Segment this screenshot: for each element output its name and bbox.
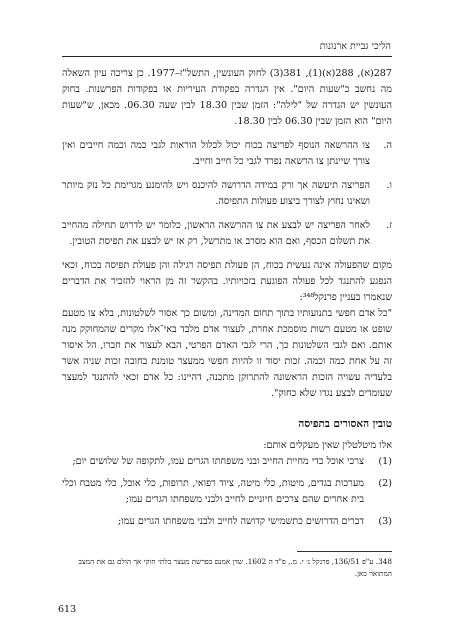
list-item — [62, 138, 392, 170]
item-text: דברים הדרושים כתשמישי קדושה לחייב ולבני משפחתו הגרים עמו; — [117, 516, 364, 527]
list-item — [62, 218, 392, 250]
numbered-item — [62, 476, 392, 508]
item-text: צו ההרשאה הנוסף לפריצה בכוח יכול לכלול הוראות לגבי כמה וכמה חייבים ואין צורך שיינתן צו הרשאה נפרד לגבי כל חייב וחייב. — [62, 140, 370, 167]
item-text: צרכי אוכל כדי מחיית החייב ובני משפחתו הגרים עמו, לתקופה של שלושים יום; — [72, 456, 364, 467]
item-label: ו. — [386, 180, 392, 191]
item-number: (1) — [378, 456, 392, 467]
numbered-item — [62, 514, 392, 530]
numbered-item — [62, 454, 392, 470]
item-number: (2) — [378, 478, 392, 489]
item-text: מערכות בגדים, מיטות, כלי מיטה, ציוד רפואי, תרופות, כלי אוכל, כלי מטבח וכלי בית אחרים שהם צרכים חיוניים לחייב ולבני משפחתו הגרים עמו; — [62, 478, 364, 505]
footnote: 348. ע"פ 136/51, פרנקל נ׳ י. מ., פ"ד ה 1602. שדן אמנם בפרשת מעצר בלתי חוקי אך הולם גם את המצב המתואר כאן. — [78, 557, 392, 578]
running-header: הליכי גביית ארנונות — [319, 41, 391, 52]
top-paragraph: 287(א), 288(א)(1), 381(3) לחוק העונשין, התשל"ז–1977. כן צריכה עיון השאלה מה נחשב כ"שעות היום". אין הגדרה בפקודת העיריות או בפקודות הפרשנות. בחוק העונשין יש הגדרה של "לילה": הזמן שבין 18.30 לבין שעה 06.30. מכאן, ש"שעות היום" הוא הזמן שבין 06.30 לבין 18.30. — [62, 68, 393, 127]
section-intro: אלו מיטלטלין שאין מעקלים אותם: — [263, 440, 392, 451]
item-label: ז. — [386, 220, 392, 231]
footnote-rule — [297, 551, 392, 552]
block-quote: "כל אדם חפשי בתנועותיו בתוך תחום המדינה, ומשום כך אסור לשלטונות, בלא צו מטעם שופט או מטעם רשות מוסמכת אחרת, לעצור אדם מלבד באי־אלו מקרים שהמחוקק מנה אותם. ואם לגבי השלטונות כך, הרי לגבי האדם הפרטי, הבא לעצור את חברו, הל איסור זה על אחת כמה וכמה. זכות יסוד זו להיות חפשי ממעצר טומנת בחובה זכות שניה אשר בלעדיה עשויה הזכות הראשונה להתרוקן מתכנה, דהיינו: כל אדם זכאי להתנגד למעצר שעומדים לבצע נגדו שלא כחוק". — [62, 308, 392, 399]
main-text — [62, 66, 392, 536]
page-number: 613 — [58, 604, 77, 615]
pre-quote-paragraph: מקום שהפעולה אינה נעשית בכוח, הן פעולת תפיסה רגילה והן פעולת תפיסה בכוח, זכאי הנפגע להתנגד לכל פעולה הפוגעת בזכויותיו. בהקשר זה מן הראוי להזכיר את הדברים שנאמרו בעניין פרנקל³⁴⁸: — [62, 260, 392, 303]
header-rule — [62, 56, 392, 57]
item-text: הפריצה תיעשה אך ורק במידה הדרושה להיכנס ויש להימנע מגרימת כל נזק מיותר ושאינו נחוץ לצורך ביצוע פעולות התפיסה. — [62, 180, 370, 207]
item-label: ה. — [383, 140, 392, 151]
item-text: לאחר הפריצה יש לבצע את צו ההרשאה הראשון, כלומר יש לדרוש תחילה מהחייב את תשלום הכסף, ואם הוא מסרב או מתרשל, רק אז יש לבצע את תפיסת הטובין. — [62, 220, 370, 247]
item-number: (3) — [378, 516, 392, 527]
section-heading: טובין האסורים בתפיסה — [298, 418, 392, 430]
list-item — [62, 178, 392, 210]
